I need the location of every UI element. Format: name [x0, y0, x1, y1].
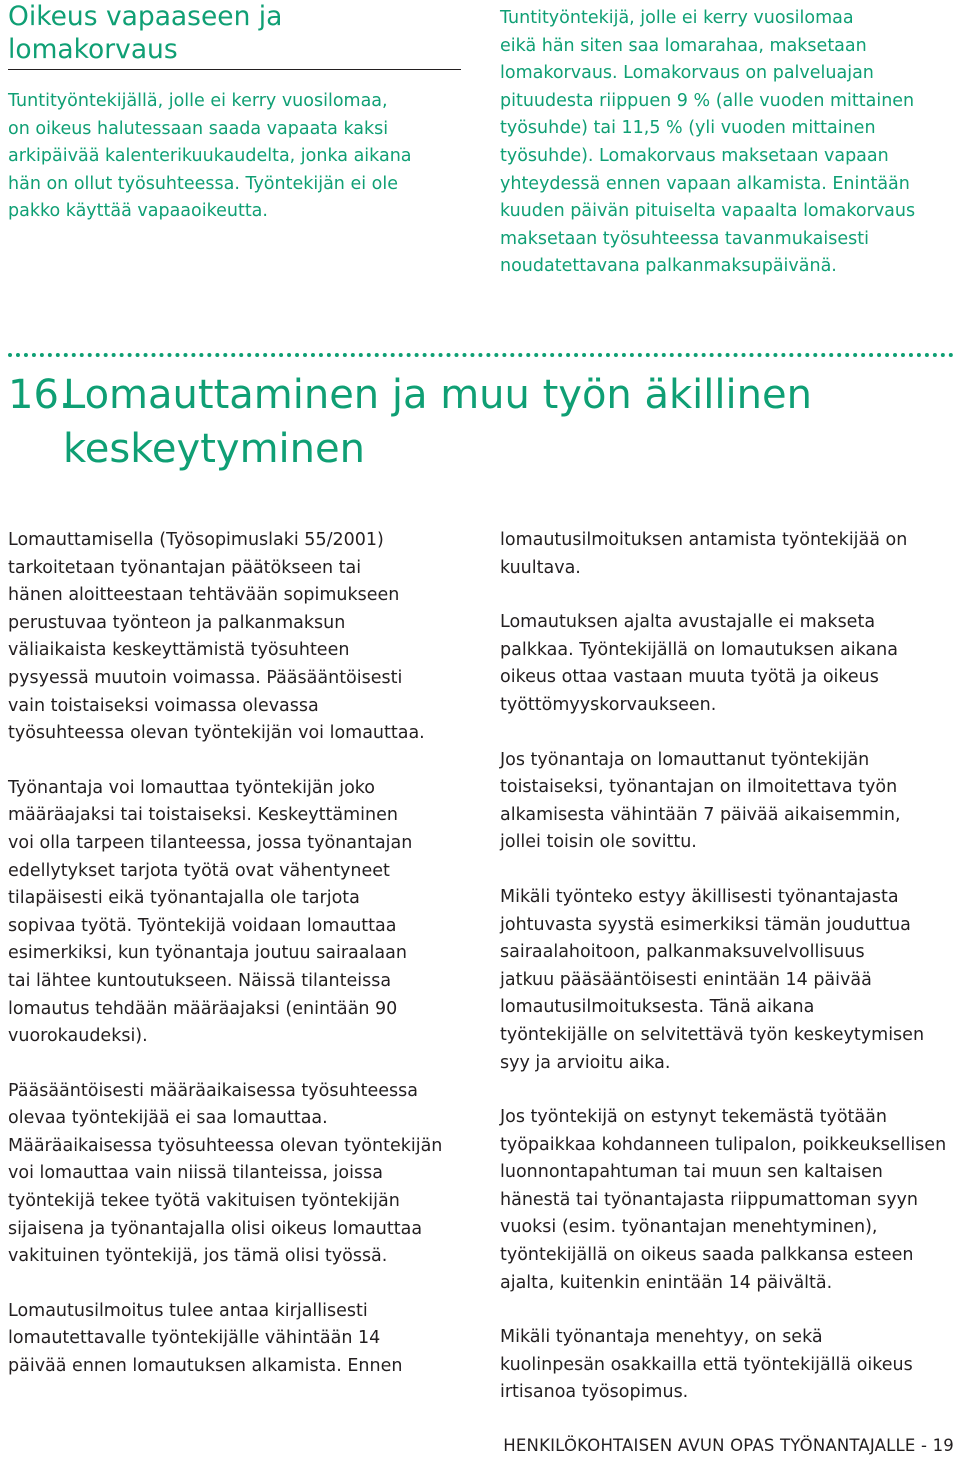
paragraph: Lomautuksen ajalta avustajalle ei makseta palkkaa. Työntekijällä on lomautuksen aikana oikeus ottaa vastaan muuta työtä ja oikeus työttömyyskorvaukseen. — [500, 612, 898, 715]
right-column — [500, 527, 955, 1434]
paragraph: Jos työntekijä on estynyt tekemästä työtään työpaikkaa kohdanneen tulipalon, poikkeuksellisen luonnontapahtuman tai muun sen kaltaisen hänestä tai työnantajasta riippumattoman syyn vuoksi (esim. työnantajan menehtyminen), työntekijällä on oikeus saada palkkansa esteen ajalta, kuitenkin enintään 14 päivältä. — [500, 1107, 947, 1293]
paragraph: Lomauttamisella (Työsopimuslaki 55/2001) tarkoitetaan työnantajan päätökseen tai hänen aloitteestaan tehtävään sopimukseen perustuvaa työnteon ja palkanmaksun väliaikaista keskeyttämistä työsuhteen pysyessä muutoin voimassa. Pääsääntöisesti vain toistaiseksi voimassa olevassa työsuhteessa olevan työntekijän voi lomauttaa. — [8, 530, 425, 744]
section-title-line2: keskeytyminen — [63, 426, 365, 472]
info-box-divider — [8, 69, 461, 70]
paragraph: Mikäli työnantaja menehtyy, on sekä kuolinpesän osakkailla että työntekijällä oikeus irtisanoa työsopimus. — [500, 1327, 913, 1403]
section-number: 16. — [8, 372, 72, 418]
section-title-line1: Lomauttaminen ja muu työn äkillinen — [63, 372, 812, 418]
info-box-text: Tuntityöntekijällä, jolle ei kerry vuosilomaa, on oikeus halutessaan saada vapaata kaksi arkipäivää kalenterikuukaudelta, jonka aikana hän on ollut työsuhteessa. Työntekijän ei ole pakko käyttää vapaaoikeutta. — [8, 91, 412, 222]
section-divider — [8, 353, 954, 357]
left-column — [8, 527, 473, 1408]
page-footer: HENKILÖKOHTAISEN AVUN OPAS TYÖNANTAJALLE - 19 — [503, 1436, 954, 1455]
section-heading — [8, 368, 948, 476]
paragraph: Työnantaja voi lomauttaa työntekijän joko määräajaksi tai toistaiseksi. Keskeyttäminen voi olla tarpeen tilanteessa, jossa työnantajan edellytykset tarjota työtä ovat vähentyneet tilapäisesti eikä työnantajalla ole tarjota sopivaa työtä. Työntekijä voidaan lomauttaa esimerkiksi, kun työnantaja joutuu sairaalaan tai lähtee kuntoutukseen. Näissä tilanteissa lomautus tehdään määräajaksi (enintään 90 vuorokaudeksi). — [8, 777, 413, 1047]
intro-paragraph: Tuntityöntekijä, jolle ei kerry vuosilomaa eikä hän siten saa lomarahaa, maksetaan lomakorvaus. Lomakorvaus on palveluajan pituudesta riippuen 9 % (alle vuoden mittainen työsuhde) tai 11,5 % (yli vuoden mittainen työsuhde). Lomakorvaus maksetaan vapaan yhteydessä ennen vapaan alkamista. Enintään kuuden päivän pituiselta vapaalta lomakorvaus maksetaan työsuhteessa tavanmukaisesti noudatettavana palkanmaksupäivänä. — [500, 8, 916, 277]
paragraph: Mikäli työnteko estyy äkillisesti työnantajasta johtuvasta syystä esimerkiksi tämän jouduttua sairaalahoitoon, palkanmaksuvelvollisuus jatkuu pääsääntöisesti enintään 14 päivää lomautusilmoituksesta. Tänä aikana työntekijälle on selvitettävä työn keskeytymisen syy ja arvioitu aika. — [500, 886, 925, 1073]
info-box-title: Oikeus vapaaseen ja lomakorvaus — [8, 1, 283, 65]
paragraph: Lomautusilmoitus tulee antaa kirjallisesti lomautettavalle työntekijälle vähintään 14 päivää ennen lomautuksen alkamista. Ennen — [8, 1300, 403, 1377]
paragraph: Pääsääntöisesti määräaikaisessa työsuhteessa olevaa työntekijää ei saa lomauttaa. Määräaikaisessa työsuhteessa olevan työntekijän voi lomauttaa vain niissä tilanteissa, joissa työntekijä tekee työtä vakituisen työntekijän sijaisena ja työnantajalla olisi oikeus lomauttaa vakituinen työntekijä, jos tämä olisi työssä. — [8, 1080, 443, 1267]
paragraph: lomautusilmoituksen antamista työntekijää on kuultava. — [500, 530, 908, 578]
paragraph: Jos työnantaja on lomauttanut työntekijän toistaiseksi, työnantajan on ilmoitettava työn alkamisesta vähintään 7 päivää aikaisemmin, jollei toisin ole sovittu. — [500, 749, 901, 853]
